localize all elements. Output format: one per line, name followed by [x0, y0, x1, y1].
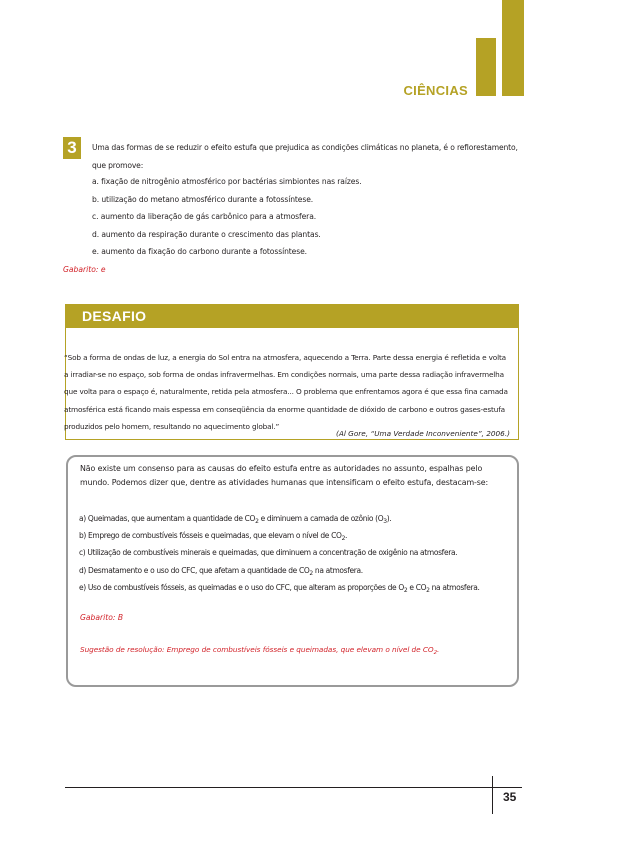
alternative-e: e) Uso de combustíveis fósseis, as queimadas e o uso do CFC, que alteram as proporções de $O_2$ e $CO_2$ na atmosfera.: [79, 582, 480, 594]
option-e: e. aumento da fixação do carbono durante a fotossíntese.: [92, 247, 307, 256]
alternative-d: d) Desmatamento e o uso do CFC, que afetam a quantidade de $CO_2$ na atmosfera.: [79, 565, 363, 577]
question-number: 3: [63, 137, 81, 159]
section-title: CIÊNCIAS: [403, 83, 468, 98]
option-d: d. aumento da respiração durante o crescimento das plantas.: [92, 229, 321, 239]
question-answer: Gabarito: e: [63, 265, 106, 274]
option-a: a. fixação de nitrogênio atmosférico por bactérias simbiontes nas raízes.: [92, 177, 362, 186]
resolution-suggestion: Sugestão de resolução: Emprego de combustíveis fósseis e queimadas, que elevam o nível de $CO_2$.: [80, 645, 440, 656]
header-bar-short: [476, 38, 496, 96]
quote-source: (Al Gore, “Uma Verdade Inconveniente”, 2006.): [335, 429, 510, 438]
option-c: c. aumento da liberação de gás carbônico para a atmosfera.: [92, 212, 317, 221]
exercise-answer: Gabarito: B: [80, 613, 124, 622]
question-options: [92, 176, 532, 264]
desafio-title: DESAFIO: [82, 308, 147, 324]
footer-divider: [492, 776, 493, 814]
page-number: 35: [503, 790, 517, 804]
desafio-quote: “Sob a forma de ondas de luz, a energia do Sol entra na atmosfera, aquecendo a Terra. Parte dessa energia é refletida e volta a irradiar-se no espaço, sob forma de ondas infravermelhas. Em condições normais, uma parte dessa radiação infravermelha que volta para o espaço é, naturalmente, retida pela atmosfera... O problema que enfrentamos agora é que essa fina camada atmosférica está ficando mais espessa em conseqüência da enorme quantidade de dióxido de carbono e outros gases-estufa produzidos pelo homem, resultando no aquecimento global.”: [64, 353, 508, 431]
alternative-a: a) Queimadas, que aumentam a quantidade de $CO_2$ e diminuem a camada de ozônio $(O_3)$.: [79, 514, 392, 525]
footer-rule: [65, 787, 522, 788]
question-text: Uma das formas de se reduzir o efeito estufa que prejudica as condições climáticas no planeta, é o reflorestamento, que promove:: [92, 143, 518, 170]
exercise-intro: Não existe um consenso para as causas do efeito estufa entre as autoridades no assunto, espalhas pelo mundo. Podemos dizer que, dentre as atividades humanas que intensificam o efeito estufa, destacam-se:: [80, 464, 489, 487]
exercise-alternatives: [79, 513, 519, 599]
option-b: b. utilização do metano atmosférico durante a fotossíntese.: [92, 194, 314, 204]
alternative-c: c) Utilização de combustíveis minerais e queimadas, que diminuem a concentração de oxigênio na atmosfera.: [79, 548, 458, 558]
header-bar-tall: [502, 0, 524, 96]
alternative-b: b) Emprego de combustíveis fósseis e queimadas, que elevam o nível de $CO_2$.: [79, 531, 348, 543]
